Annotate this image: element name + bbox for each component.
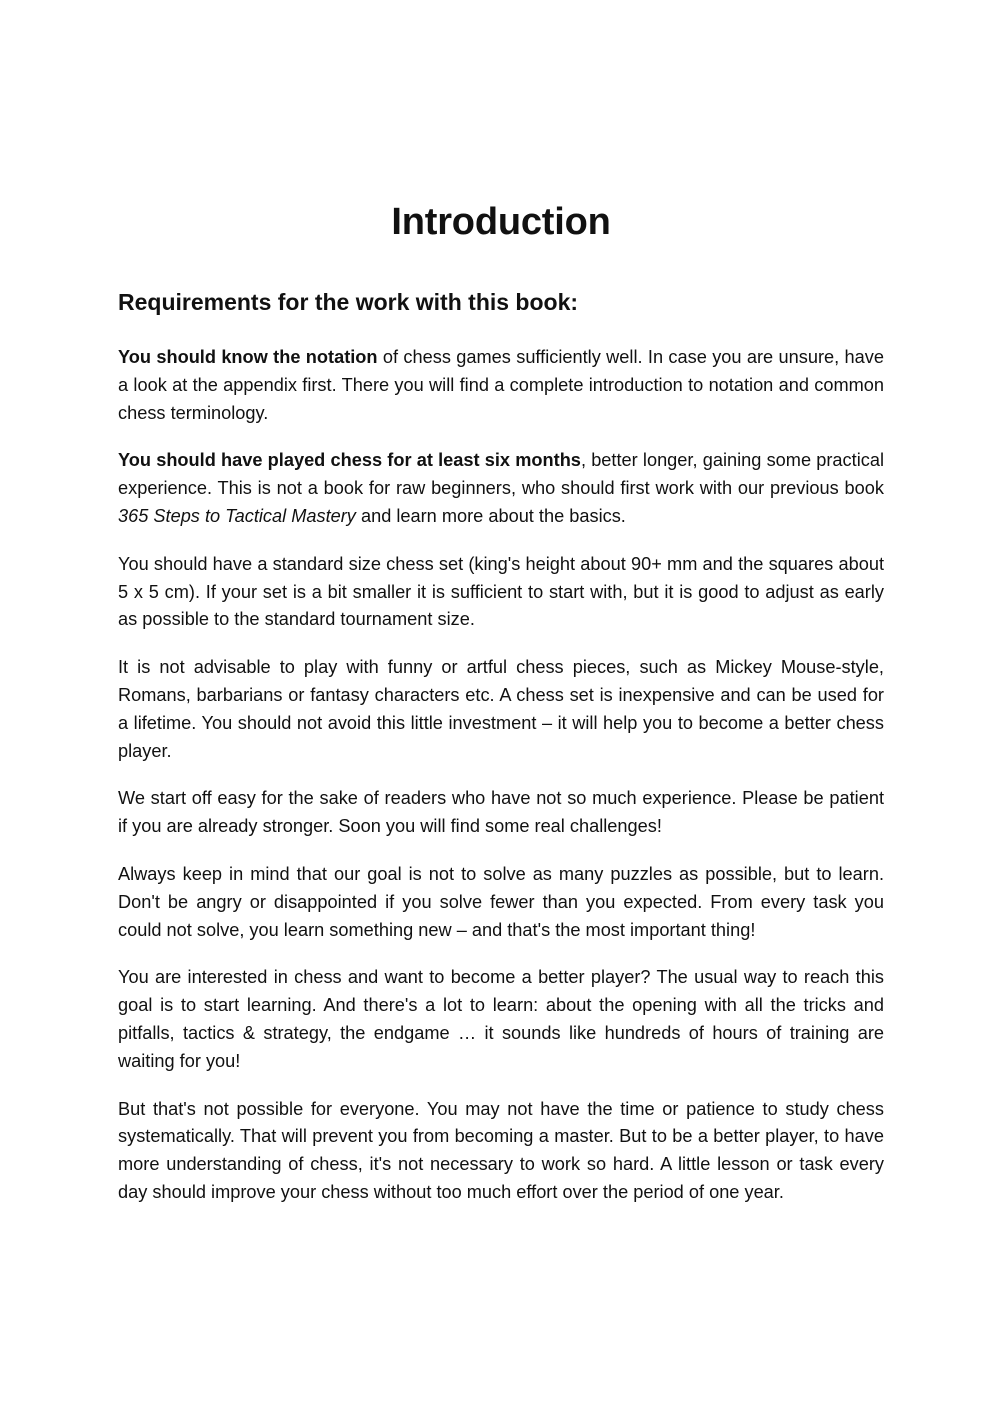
paragraph-notation-text: of chess games sufficiently well. In case you are unsure, have a look at the appendix first. There you will find a complete introduction to notation and common chess terminology. <box>118 347 884 423</box>
paragraph-notation-bold: You should know the notation <box>118 347 378 367</box>
previous-book-title: 365 Steps to Tactical Mastery <box>118 505 356 526</box>
paragraph-pieces: It is not advisable to play with funny or artful chess pieces, such as Mickey Mouse-style, Romans, barbarians or fantasy characters etc. A chess set is inexpensive and can be used for a lifetime. You should not avoid this little investment – it will help you to become a better chess player. <box>118 657 884 761</box>
paragraph-chess-set: You should have a standard size chess set (king's height about 90+ mm and the squares about 5 x 5 cm). If your set is a bit smaller it is sufficient to start with, but it is good to adjust as early as possible to the standard tournament size. <box>118 553 884 630</box>
page-title: Introduction <box>391 201 611 243</box>
paragraph-experience-text-b: and learn more about the basics. <box>355 505 626 526</box>
paragraph-interested: You are interested in chess and want to become a better player? The usual way to reach this goal is to start learning. And there's a lot to learn: about the opening with all the tricks and pitfalls, tactics & strategy, the endgame … it sounds like hundreds of hours of training are waiting for you! <box>118 967 884 1071</box>
paragraph-experience-text-a: , better longer, gaining some practical experience. This is not a book for raw beginners, who should first work with our previous book <box>118 450 884 499</box>
paragraph-experience-bold: You should have played chess for at least six months <box>118 450 581 471</box>
paragraph-experience <box>118 447 884 530</box>
section-heading: Requirements for the work with this book: <box>118 289 579 315</box>
paragraph-not-possible: But that's not possible for everyone. You may not have the time or patience to study chess systematically. That will prevent you from becoming a master. But to be a better player, to have more understanding of chess, it's not necessary to work so hard. A little lesson or task every day should improve your chess without too much effort over the period of one year. <box>118 1098 884 1202</box>
paragraph-start-easy: We start off easy for the sake of readers who have not so much experience. Please be patient if you are already stronger. Soon you will find some real challenges! <box>118 788 884 837</box>
body-text <box>118 344 884 1227</box>
paragraph-goal: Always keep in mind that our goal is not to solve as many puzzles as possible, but to learn. Don't be angry or disappointed if you solve fewer than you expected. From every task you could not solve, you learn something new – and that's the most important thing! <box>118 863 884 940</box>
paragraph-notation <box>118 344 884 427</box>
